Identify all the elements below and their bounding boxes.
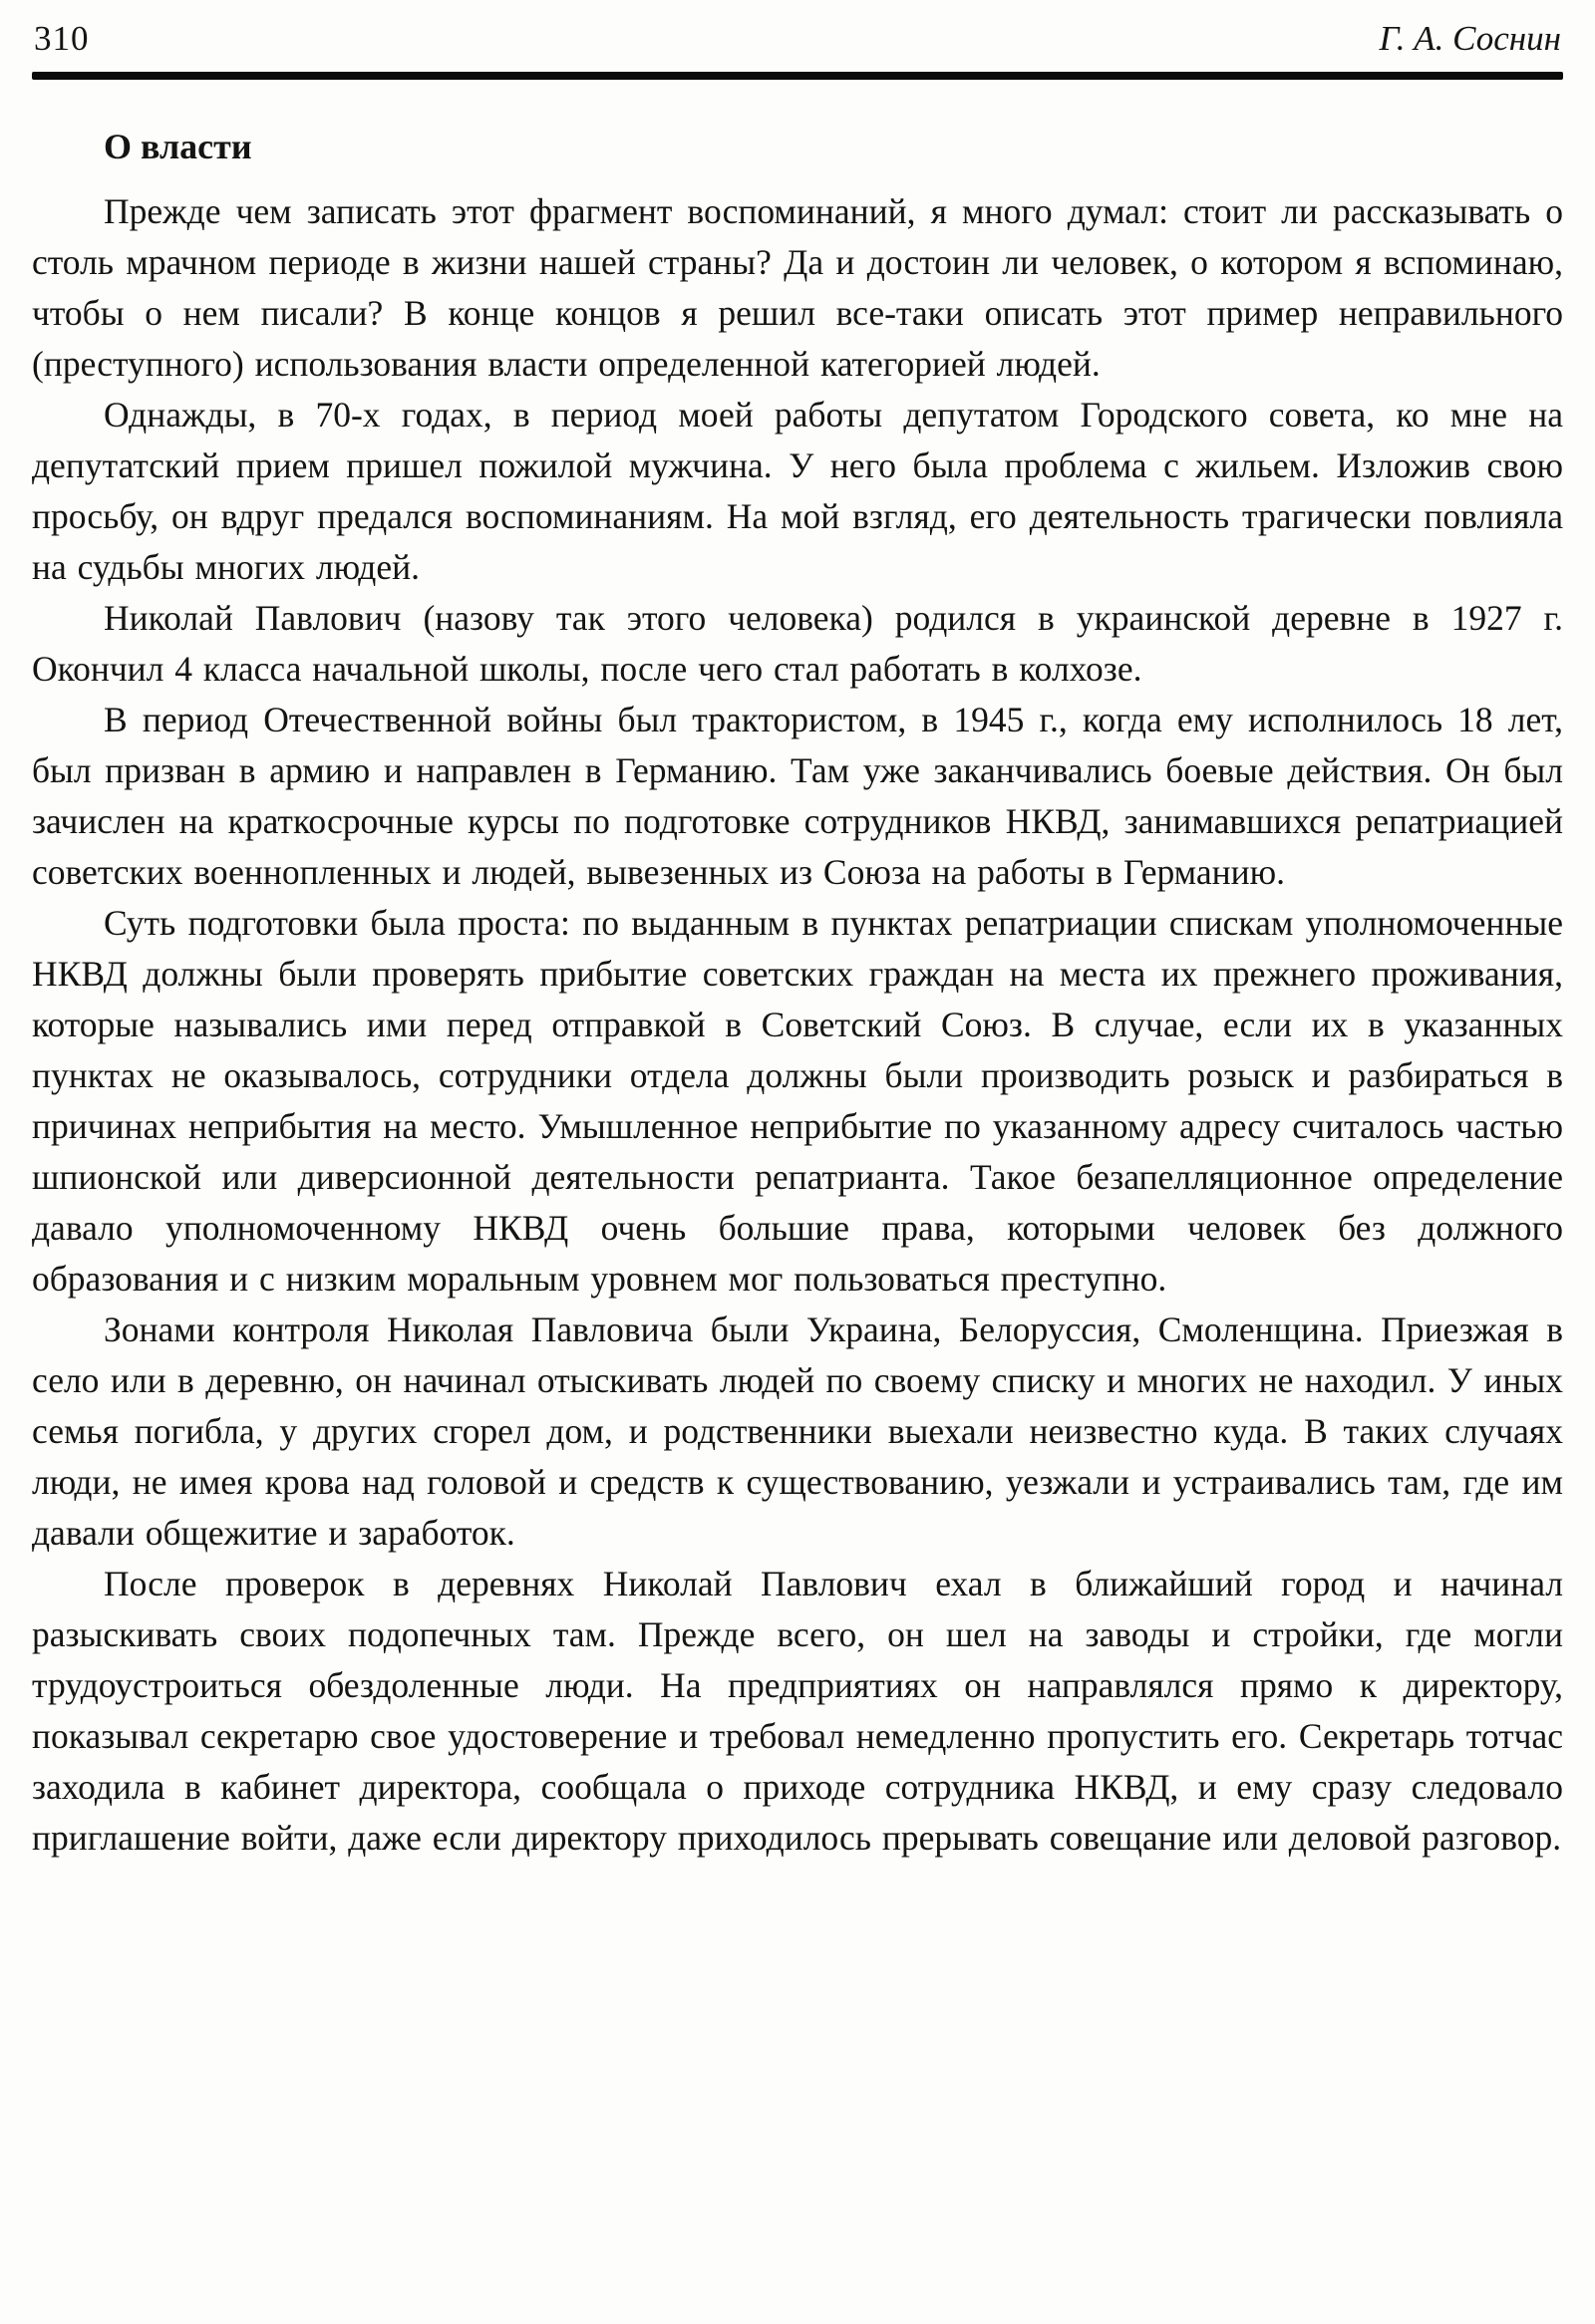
page-body [32, 122, 1563, 1864]
page-number: 310 [34, 19, 90, 58]
header-rule [32, 72, 1563, 80]
paragraph: После проверок в деревнях Николай Павлович ехал в ближайший город и начинал разыскивать своих подопечных там. Прежде всего, он шел на заводы и стройки, где могли трудоустроиться обездоленные люди. На предприятиях он направлялся прямо к директору, показывал секретарю свое удостоверение и требовал немедленно пропустить его. Секретарь тотчас заходила в кабинет директора, сообщала о приходе сотрудника НКВД, и ему сразу следовало приглашение войти, даже если директору приходилось прерывать совещание или деловой разговор. [32, 1564, 1563, 1858]
paragraph: Прежде чем записать этот фрагмент воспоминаний, я много думал: стоит ли рассказывать о столь мрачном периоде в жизни нашей страны? Да и достоин ли человек, о котором я вспоминаю, чтобы о нем писали? В конце концов я решил все-таки описать этот пример неправильного (преступного) использования власти определенной категорией людей. [32, 191, 1563, 384]
paragraph: Суть подготовки была проста: по выданным в пунктах репатриации спискам уполномоченные НКВД должны были проверять прибытие советских граждан на места их прежнего проживания, которые назывались ими перед отправкой в Советский Союз. В случае, если их в указанных пунктах не оказывалось, сотрудники отдела должны были производить розыск и разбираться в причинах неприбытия на место. Умышленное неприбытие по указанному адресу считалось частью шпионской или диверсионной деятельности репатрианта. Такое безапелляционное определение давало уполномоченному НКВД очень большие права, которыми человек без должного образования и с низким моральным уровнем мог пользоваться преступно. [32, 903, 1563, 1299]
paragraph: Зонами контроля Николая Павловича были Украина, Белоруссия, Смоленщина. Приезжая в село или в деревню, он начинал отыскивать людей по своему списку и многих не находил. У иных семья погибла, у других сгорел дом, и родственники выехали неизвестно куда. В таких случаях люди, не имея крова над головой и средств к существованию, уезжали и устраивались там, где им давали общежитие и заработок. [32, 1309, 1563, 1553]
section-title: О власти [104, 127, 252, 166]
paragraph: Однажды, в 70-х годах, в период моей работы депутатом Городского совета, ко мне на депутатский прием пришел пожилой мужчина. У него была проблема с жильем. Изложив свою просьбу, он вдруг предался воспоминаниям. На мой взгляд, его деятельность трагически повлияла на судьбы многих людей. [32, 395, 1563, 587]
page-header [32, 18, 1563, 60]
running-head-author: Г. А. Соснин [1379, 19, 1561, 58]
paragraph: В период Отечественной войны был трактористом, в 1945 г., когда ему исполнилось 18 лет, был призван в армию и направлен в Германию. Там уже заканчивались боевые действия. Он был зачислен на краткосрочные курсы по подготовке сотрудников НКВД, занимавшихся репатриацией советских военнопленных и людей, вывезенных из Союза на работы в Германию. [32, 700, 1563, 892]
paragraph: Николай Павлович (назову так этого человека) родился в украинской деревне в 1927 г. Окончил 4 класса начальной школы, после чего стал работать в колхозе. [32, 598, 1563, 689]
